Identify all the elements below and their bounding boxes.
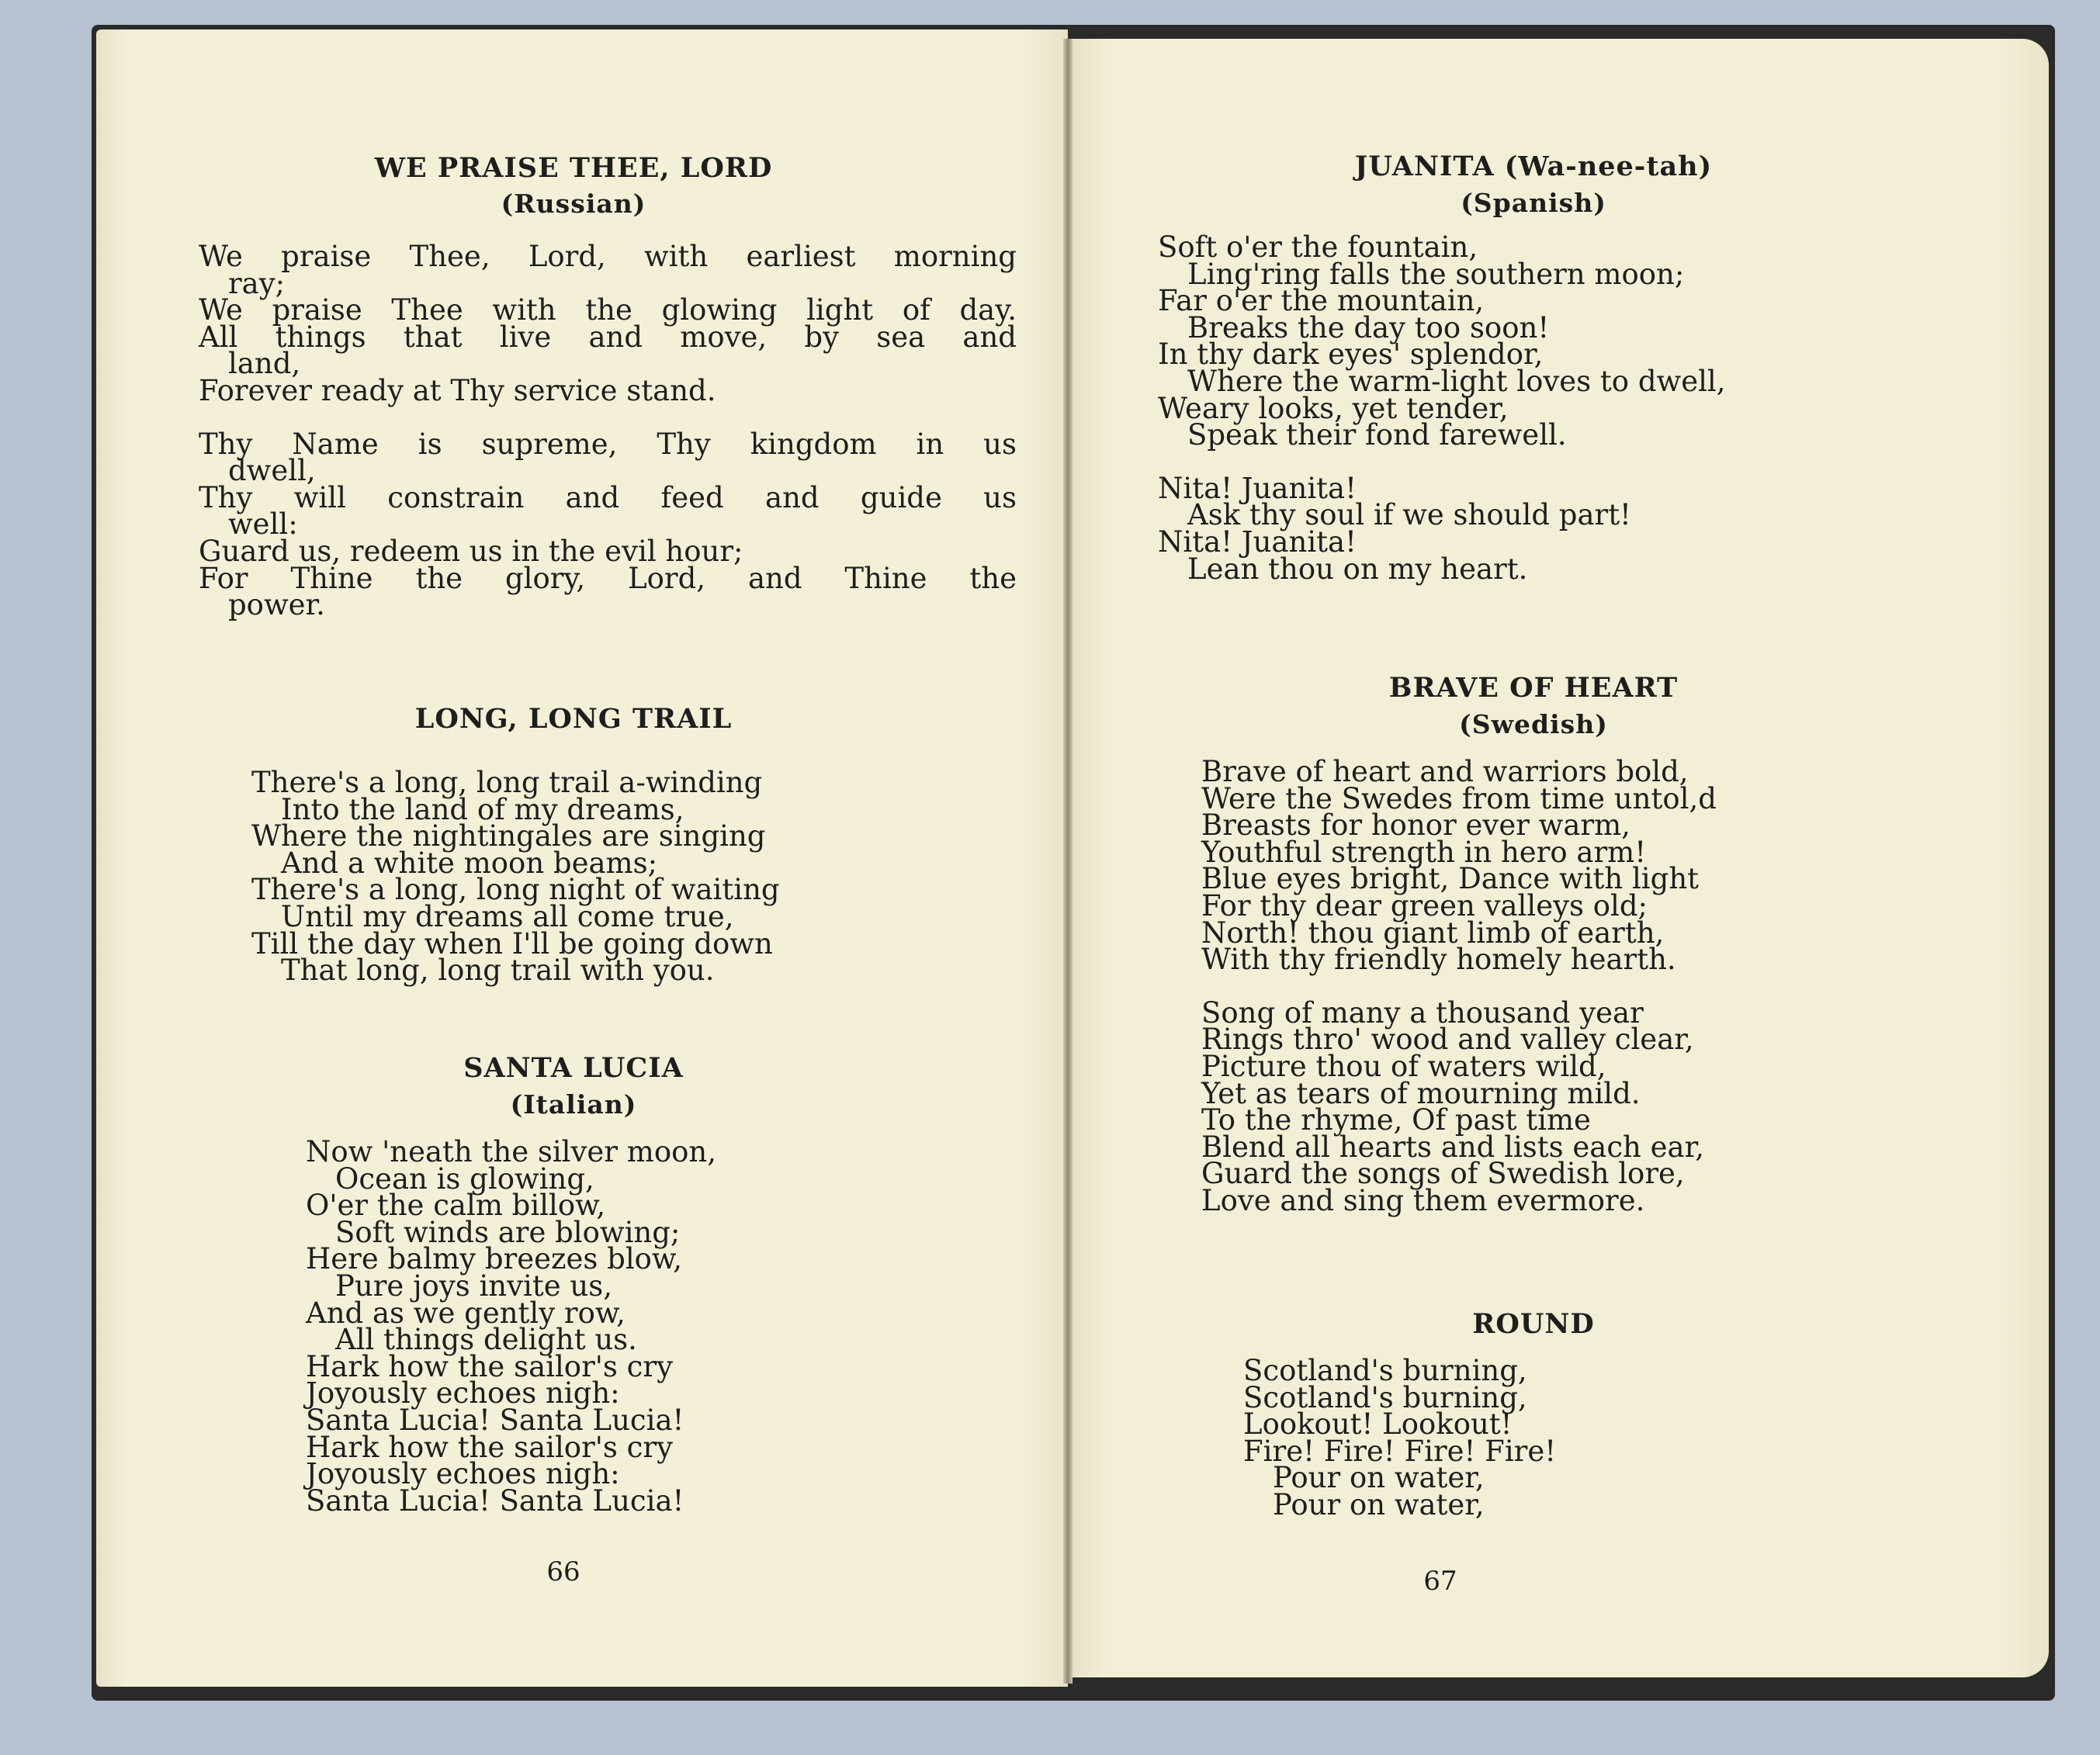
lyric-line: All things that live and move, by sea and	[199, 320, 1017, 354]
song-title: JUANITA (Wa-nee-tah)	[1354, 151, 1713, 182]
lyric-line: Nita! Juanita!	[1158, 471, 1357, 505]
lyric-line: Ling'ring falls the southern moon;	[1187, 257, 1685, 291]
lyric-line: Here balmy breezes blow,	[306, 1242, 682, 1276]
lyric-line: Joyously echoes nigh:	[306, 1376, 620, 1411]
lyric-line: Nita! Juanita!	[1158, 524, 1357, 559]
lyric-line: Fire! Fire! Fire! Fire!	[1243, 1434, 1557, 1468]
song-title: WE PRAISE THEE, LORD	[374, 152, 773, 184]
lyric-line: For Thine the glory, Lord, and Thine the	[199, 561, 1017, 595]
song-subtitle: (Italian)	[510, 1089, 637, 1120]
song-verses	[251, 766, 950, 988]
lyric-line: Where the warm-light loves to dwell,	[1187, 364, 1726, 398]
right-page	[1068, 39, 2049, 1677]
lyric-line: Picture thou of waters wild,	[1201, 1049, 1606, 1083]
song-subtitle: (Spanish)	[1461, 188, 1606, 218]
lyric-line: Now 'neath the silver moon,	[306, 1135, 716, 1168]
book-spine	[1063, 39, 1073, 1684]
lyric-line: Forever ready at Thy service stand.	[199, 373, 716, 407]
lyric-line: well:	[228, 507, 298, 542]
lyric-line: Song of many a thousand year	[1201, 995, 1644, 1030]
song-title: BRAVE OF HEART	[1388, 672, 1679, 704]
lyric-line: Santa Lucia! Santa Lucia!	[306, 1483, 684, 1518]
lyric-line: To the rhyme, Of past time	[1201, 1103, 1591, 1137]
lyric-line: For thy dear green valleys old;	[1201, 888, 1648, 922]
lyric-line: And as we gently row,	[306, 1296, 625, 1330]
lyric-line: Hark how the sailor's cry	[306, 1430, 673, 1464]
lyric-line: Far o'er the mountain,	[1158, 284, 1485, 318]
lyric-line: Until my dreams all come true,	[281, 899, 734, 933]
lyric-line: O'er the calm billow,	[306, 1189, 606, 1223]
lyric-line: Yet as tears of mourning mild.	[1201, 1076, 1641, 1110]
lyric-line: Blend all hearts and lists each ear,	[1201, 1130, 1704, 1164]
song-verses	[199, 240, 1017, 622]
lyric-line: Breaks the day too soon!	[1187, 310, 1550, 344]
lyric-line: Weary looks, yet tender,	[1158, 391, 1509, 425]
lyric-line: Hark how the sailor's cry	[306, 1349, 673, 1383]
song-verses	[1158, 230, 1934, 586]
page-number: 66	[546, 1556, 580, 1587]
lyric-line: Joyously echoes nigh:	[306, 1457, 620, 1491]
lyric-line: Lookout! Lookout!	[1243, 1407, 1513, 1442]
lyric-line: Speak their fond farewell.	[1187, 418, 1567, 452]
lyric-line: dwell,	[228, 454, 316, 488]
lyric-line: Youthful strength in hero arm!	[1201, 835, 1647, 869]
lyric-line: North! thou giant limb of earth,	[1201, 916, 1665, 950]
lyric-line: Santa Lucia! Santa Lucia!	[306, 1403, 684, 1437]
lyric-line: Scotland's burning,	[1243, 1354, 1527, 1387]
song-verses	[1201, 755, 1900, 1217]
lyric-line: Where the nightingales are singing	[251, 819, 766, 853]
lyric-line: land,	[228, 347, 301, 381]
lyric-line: ray;	[228, 266, 286, 300]
lyric-line: Pour on water,	[1273, 1487, 1485, 1521]
lyric-line: Ask thy soul if we should part!	[1187, 498, 1631, 532]
song-subtitle: (Russian)	[501, 189, 646, 219]
lyric-line: Blue eyes bright, Dance with light	[1201, 862, 1700, 896]
lyric-line: We praise Thee, Lord, with earliest morning	[199, 240, 1017, 273]
lyric-line: We praise Thee with the glowing light of day.	[199, 293, 1017, 327]
song-title: SANTA LUCIA	[463, 1052, 684, 1084]
lyric-line: With thy friendly homely hearth.	[1201, 943, 1676, 977]
lyric-line: Into the land of my dreams,	[281, 792, 684, 826]
lyric-line: Till the day when I'll be going down	[251, 926, 773, 961]
song-verses	[1243, 1354, 1864, 1521]
lyric-line: And a white moon beams;	[281, 846, 658, 880]
lyric-line: Ocean is glowing,	[335, 1161, 594, 1196]
lyric-line: There's a long, long trail a-winding	[251, 766, 763, 799]
lyric-line: Rings thro' wood and valley clear,	[1201, 1023, 1694, 1057]
lyric-line: There's a long, long night of waiting	[251, 873, 780, 907]
lyric-line: Pure joys invite us,	[335, 1269, 612, 1303]
lyric-line: Pour on water,	[1273, 1461, 1485, 1495]
song-verses	[306, 1135, 927, 1518]
lyric-line: Guard us, redeem us in the evil hour;	[199, 534, 743, 568]
lyric-line: In thy dark eyes' splendor,	[1158, 338, 1544, 372]
song-title: LONG, LONG TRAIL	[414, 703, 733, 735]
page-number: 67	[1423, 1566, 1457, 1597]
left-page	[96, 29, 1068, 1687]
lyric-line: Guard the songs of Swedish lore,	[1201, 1157, 1685, 1191]
lyric-line: Scotland's burning,	[1243, 1380, 1527, 1414]
lyric-line: That long, long trail with you.	[281, 954, 715, 988]
song-title: ROUND	[1472, 1308, 1595, 1340]
lyric-line: All things delight us.	[335, 1323, 637, 1357]
song-subtitle: (Swedish)	[1459, 709, 1608, 739]
lyric-line: Thy will constrain and feed and guide us	[199, 480, 1017, 514]
lyric-line: Brave of heart and warriors bold,	[1201, 755, 1689, 788]
lyric-line: Were the Swedes from time untol,d	[1201, 781, 1717, 815]
lyric-line: Love and sing them evermore.	[1201, 1183, 1645, 1217]
lyric-line: Soft o'er the fountain,	[1158, 230, 1478, 264]
lyric-line: Lean thou on my heart.	[1187, 552, 1528, 586]
lyric-line: Breasts for honor ever warm,	[1201, 808, 1630, 843]
lyric-line: power.	[228, 588, 325, 622]
lyric-line: Thy Name is supreme, Thy kingdom in us	[199, 427, 1017, 461]
lyric-line: Soft winds are blowing;	[335, 1215, 681, 1249]
